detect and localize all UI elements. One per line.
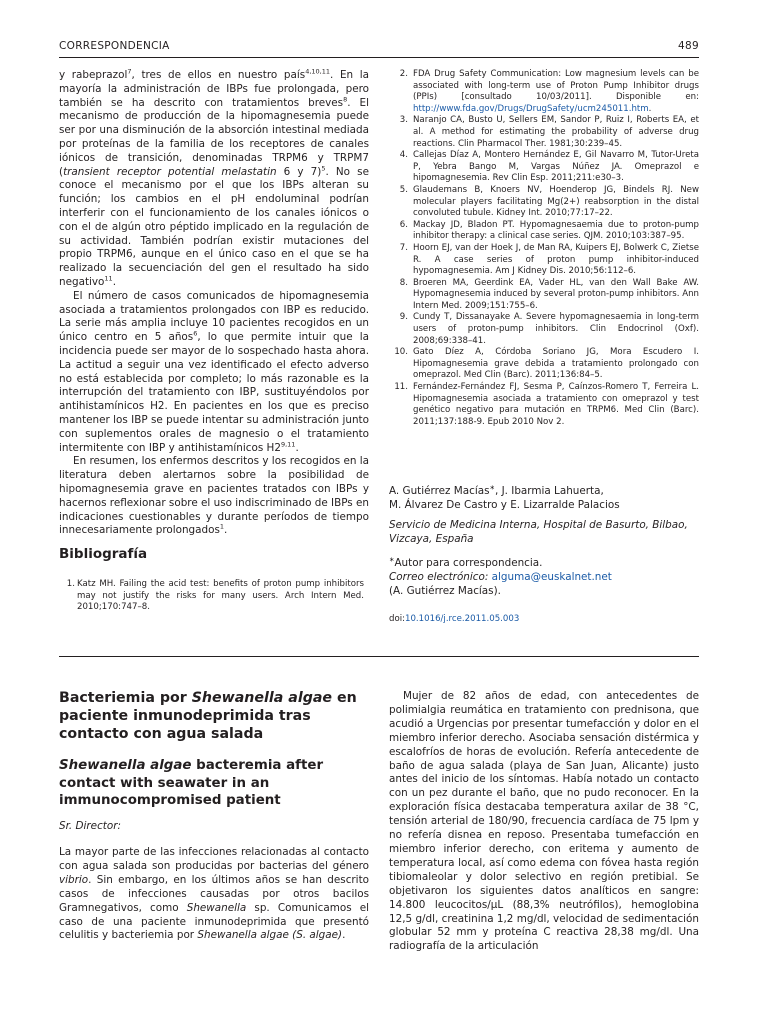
paragraph: En resumen, los enfermos descritos y los recogidos en la literatura deben alertarnos sobre la posibilidad de hipomagnesemia grave en pacientes tratados con IBPs y hacernos reflexionar sobre el uso indiscriminado de IBPs en indicaciones cuestionables y durante períodos de tiempo innecesariamente prolongados$^1$. xyxy=(59,455,369,537)
author-list: A. Gutiérrez Macías∗, J. Ibarmia Lahuerta, M. Álvarez De Castro y E. Lizarralde Palacios xyxy=(389,483,620,511)
email-link[interactable]: alguma@euskalnet.net xyxy=(491,571,612,583)
reference-item: 1. Katz MH. Failing the acid test: benefits of proton pump inhibitors may not justify the risks for many users. Arch Intern Med. 2010;170:747–8. xyxy=(66,579,364,613)
article-body-left xyxy=(59,846,369,943)
affiliation: Servicio de Medicina Interna, Hospital de Basurto, Bilbao, Vizcaya, España xyxy=(389,519,688,545)
corresponding-mark: ∗ xyxy=(489,483,495,492)
reference-list-right xyxy=(389,69,699,428)
reference-item: 4. Callejas Díaz A, Montero Hernández E, Gil Navarro M, Tutor-Ureta P, Yebra Bango M, Vargas Núñez JA. Omeprazol e hipomagnesemia. Rev Clin Esp. 2011;211:e30–3. xyxy=(399,150,699,184)
article-title: Bacteriemia por Shewanella algae en paciente inmunodeprimida tras contacto con agua salada xyxy=(59,690,357,742)
citation[interactable]: 7 xyxy=(127,67,132,76)
reference-item: 3. Naranjo CA, Busto U, Sellers EM, Sandor P, Ruiz I, Roberts EA, et al. A method for estimating the probability of adverse drug reactions. Clin Pharmacol Ther. 1981;30:239–45. xyxy=(399,115,699,149)
bibliography-heading: Bibliografía xyxy=(59,546,148,562)
correspondence-note: ∗Autor para correspondencia. Correo electrónico: alguma@euskalnet.net (A. Gutiérrez Macías). xyxy=(389,555,612,597)
article-separator xyxy=(59,656,699,657)
reference-list-left xyxy=(59,579,364,614)
reference-item: 7. Hoorn EJ, van der Hoek J, de Man RA, Kuipers EJ, Bolwerk C, Zietse R. A case series of proton pump inhibitor-induced hypomagnesemia. Am J Kidney Dis. 2010;56:112–6. xyxy=(399,242,699,277)
reference-item: 2. FDA Drug Safety Communication: Low magnesium levels can be associated with long-term use of Proton Pump Inhibitor drugs (PPIs) [consultado 10/03/2011]. Disponible en: http://www.fda.gov/Drugs/DrugSafety/ucm245011.htm. xyxy=(399,69,699,114)
paragraph: La mayor parte de las infecciones relacionadas al contacto con agua salada son producidas por bacterias del género vibrio. Sin embargo, en los últimos años se han descrito casos de infecciones causadas por otros bacilos Gramnegativos, como Shewanella sp. Comunicamos el caso de una paciente inmunodeprimida que presentó celulitis y bacteriemia por Shewanella algae (S. algae). xyxy=(59,846,370,942)
doi-link[interactable]: 10.1016/j.rce.2011.05.003 xyxy=(405,614,520,624)
reference-item: 5. Glaudemans B, Knoers NV, Hoenderop JG, Bindels RJ. New molecular players facilitating Mg(2+) reabsorption in the distal convoluted tubule. Kidney Int. 2010;77:17–22. xyxy=(399,184,699,219)
running-head xyxy=(59,40,699,56)
citation[interactable]: 11 xyxy=(104,274,113,283)
citation[interactable]: 5 xyxy=(321,164,326,173)
section-name: CORRESPONDENCIA xyxy=(59,40,170,52)
reference-item: 6. Mackay JD, Bladon PT. Hypomagnesaemia due to proton-pump inhibitor therapy: a clinical case series. QJM. 2010;103:387–95. xyxy=(399,219,699,242)
salutation: Sr. Director: xyxy=(59,820,121,832)
article-title-english: Shewanella algae bacteremia after contact with seawater in an immunocompromised patient xyxy=(59,758,324,808)
citation[interactable]: 6 xyxy=(193,329,198,338)
reference-item: 9. Cundy T, Dissanayake A. Severe hypomagnesaemia in long-term users of proton-pump inhibitors. Clin Endocrinol (Oxf). 2008;69:338–41. xyxy=(399,312,699,346)
reference-item: 10. Gato Díez A, Córdoba Soriano JG, Mora Escudero I. Hipomagnesemia grave debida a tratamiento prolongado con omeprazol. Med Clin (Barc). 2011;136:84–5. xyxy=(394,347,699,381)
citation[interactable]: 1 xyxy=(219,522,225,531)
reference-item: 8. Broeren MA, Geerdink EA, Vader HL, van den Wall Bake AW. Hypomagnesemia induced by several proton-pump inhibitors. Ann Intern Med. 2009;151:755–6. xyxy=(399,277,699,311)
header-rule xyxy=(59,57,699,58)
citation[interactable]: 9,11 xyxy=(280,440,296,449)
citation[interactable]: 4,10,11 xyxy=(305,67,330,76)
page-number: 489 xyxy=(678,40,699,52)
letter-body-left xyxy=(59,69,369,538)
article-body-right xyxy=(389,690,699,954)
paragraph: El número de casos comunicados de hipomagnesemia asociada a tratamientos prolongados con IBP es reducido. La serie más amplia incluye 10 pacientes recogidos en un único centro en 5 años$^6$, lo que permite intuir que la incidencia puede ser mayor de lo sospechado hasta ahora. La actitud a seguir una vez identificado el efecto adverso no está establecida por completo; lo más razonable es la interrupción del tratamiento con IBP, sustituyéndolos por antihistamínicos H2. En pacientes en los que es preciso mantener los IBP se puede intentar su administración junto con suplementos orales de magnesio o el tratamiento intermitente con IBP y antihistamínicos H2$^{9,11}$. xyxy=(59,289,369,454)
paragraph: Mujer de 82 años de edad, con antecedentes de polimialgia reumática en tratamiento con prednisona, que acudió a Urgencias por presentar tumefacción y dolor en el miembro inferior derecho. Asociaba sensación distérmica y escalofríos de horas de evolución. Refería antecedente de baño de agua salada (playa de San Juan, Alicante) justo antes del inicio de los síntomas. Había notado un contacto con un pez durante el baño, que no pudo reconocer. En la exploración física destacaba temperatura axilar de 38 °C, tensión arterial de 180/90, frecuencia cardíaca de 75 lpm y no refería disnea en reposo. Presentaba tumefacción en miembro inferior derecho, con eritema y aumento de temperatura local, así como edema con fóvea hasta región tibiomaleolar y dolor selectivo en región pretibial. Se objetivaron los siguientes datos analíticos en sangre: 14.800 leucocitos/μL (88,3% neutrófilos), hemoglobina 12,5 g/dl, creatinina 1,2 mg/dl, velocidad de sedimentación globular 52 mm y proteína C reactiva 28,38 mg/dl. Una radiografía de la articulación xyxy=(389,690,699,953)
citation[interactable]: 8 xyxy=(343,95,348,104)
reference-link[interactable]: http://www.fda.gov/Drugs/DrugSafety/ucm245011.htm xyxy=(413,103,649,114)
doi-line: doi:10.1016/j.rce.2011.05.003 xyxy=(389,614,520,624)
paragraph: y rabeprazol$^7$, tres de ellos en nuestro país$^{4,10,11}$. En la mayoría la administración de IBPs fue prolongada, pero también se ha descrito con tratamientos breves$^8$. El mecanismo de producción de la hipomagnesemia puede ser por una disminución de la absorción intestinal mediada por proteínas de la familia de los receptores de canales iónicos de transición, denominadas TRPM6 y TRPM7 (transient receptor potential melastatin 6 y 7)$^5$. No se conoce el mecanismo por el que los IBPs alteran su función; los cambios en el pH endoluminal podrían interferir con el funcionamiento de los canales iónicos o con el de algún otro péptido implicado en la regulación de su actividad. También podrían existir mutaciones del propio TRPM6, aunque en el único caso en el que se ha realizado la secuenciación del gen el resultado ha sido negativo$^{11}$. xyxy=(59,67,370,288)
reference-item: 11. Fernández-Fernández FJ, Sesma P, Caínzos-Romero T, Ferreira L. Hipomagnesemia asociada a tratamiento con omeprazol y test genético negativo para mutación en TRPM6. Med Clin (Barc). 2011;137:188-9. Epub 2010 Nov 2. xyxy=(394,382,699,427)
